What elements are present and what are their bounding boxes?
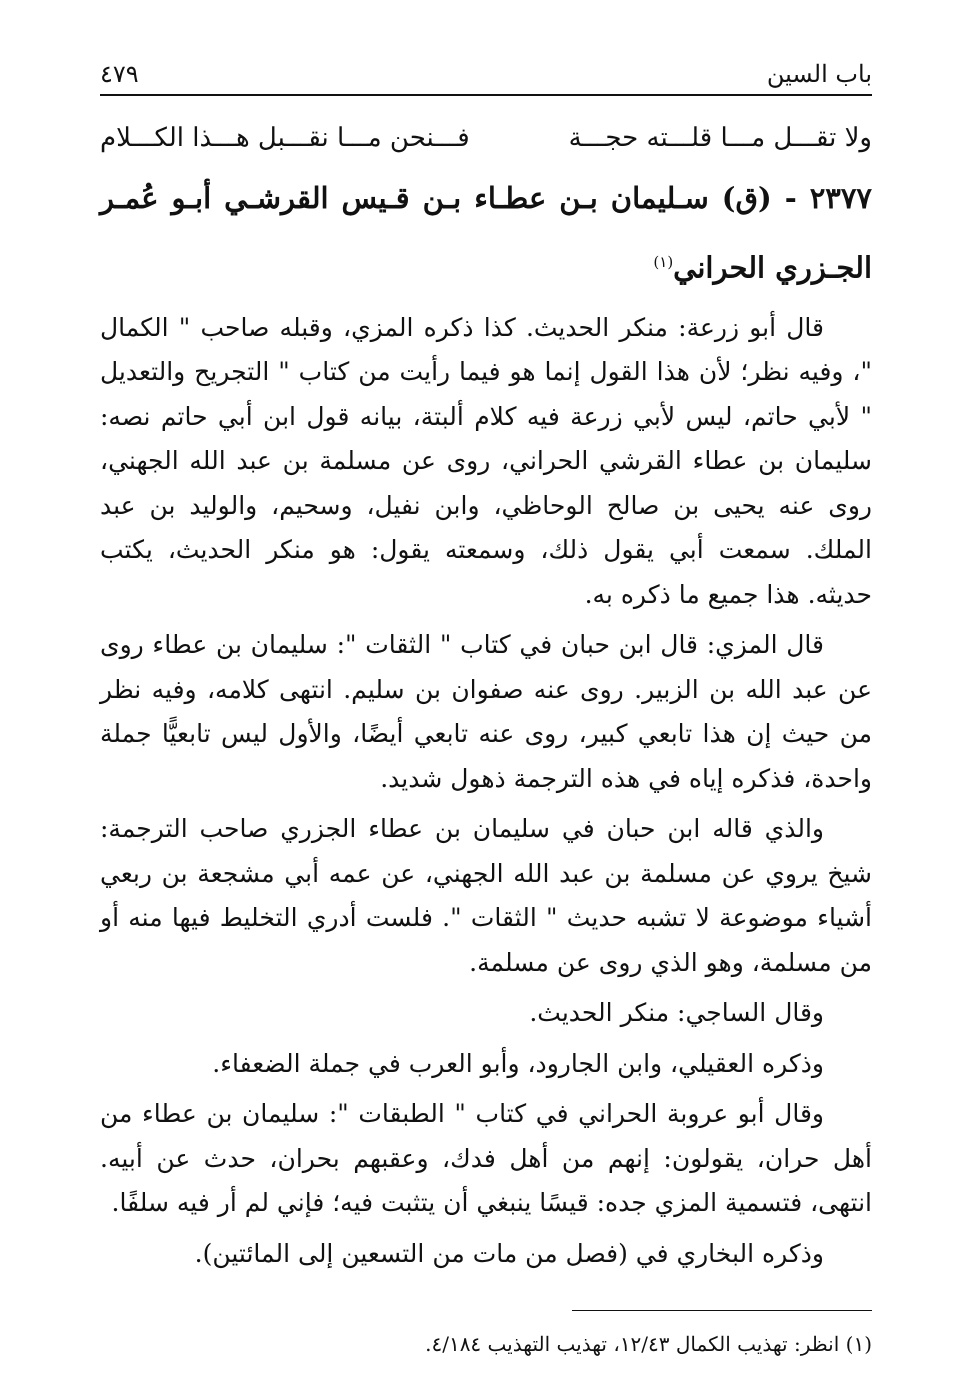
page-number: ٤٧٩ (100, 60, 139, 88)
document-page (100, 50, 872, 1361)
verse-line (100, 116, 872, 160)
paragraph: والذي قاله ابن حبان في سليمان بن عطاء الجزري صاحب الترجمة: شيخ يروي عن مسلمة بن عبد الله الجهني، عن عمه أبي مشجعة بن ربعي أشياء موضوعة لا تشبه حديث " الثقات ". فلست أدري التخليط فيها منه أو من مسلمة، وهو الذي روى عن مسلمة. (100, 814, 872, 977)
entry-title-text: ٢٣٧٧ - (ق) سـليمان بـن عطـاء بـن قـيس القرشـي أبـو عُمـر الجـزري الحراني (100, 181, 872, 285)
entry-title (100, 166, 872, 300)
page-header (100, 50, 872, 96)
paragraph: قال المزي: قال ابن حبان في كتاب " الثقات ": سليمان بن عطاء روى عن عبد الله بن الزبير. روى عنه صفوان بن سليم. انتهى كلامه، وفيه نظر من حيث إن هذا تابعي كبير، روى عنه تابعي أيضًا، والأول ليس تابعيًّا جملة واحدة، فذكره إياه في هذه الترجمة ذهول شديد. (100, 630, 872, 793)
paragraph: وذكره العقيلي، وابن الجارود، وأبو العرب في جملة الضعفاء. (212, 1048, 824, 1078)
paragraph: وقال الساجي: منكر الحديث. (529, 998, 824, 1028)
paragraph: وقال أبو عروبة الحراني في كتاب " الطبقات ": سليمان بن عطاء من أهل حران، يقولون: إنهم من أهل فدك، وعقبهم بحران، حدث عن أبيه. انتهى، فتسمية المزي جده: قيسًا ينبغي أن يتثبت فيه؛ فإني لم أر فيه سلفًا. (100, 1099, 872, 1218)
section-title: باب السين (766, 60, 872, 88)
footnote-marker: (١) (653, 253, 674, 271)
footnote-divider (572, 1310, 872, 1311)
paragraph: قال أبو زرعة: منكر الحديث. كذا ذكره المزي، وقبله صاحب " الكمال "، وفيه نظر؛ لأن هذا القول إنما هو فيما رأيت من كتاب " التجريح والتعديل " لأبي حاتم، ليس لأبي زرعة فيه كلام ألبتة، بيانه قول ابن أبي حاتم نصه: سليمان بن عطاء القرشي الحراني، روى عن مسلمة بن عبد الله الجهني، روى عنه يحيى بن صالح الوحاظي، وابن نفيل، وسحيم، والوليد بن عبد الملك. سمعت أبي يقول ذلك، وسمعته يقول: هو منكر الحديث، يكتب حديثه. هذا جميع ما ذكره به. (100, 312, 872, 609)
paragraph: وذكره البخاري في (فصل من مات من التسعين إلى المائتين). (194, 1238, 824, 1268)
verse-hemistich-2: فـــنحن مـــا نقـــبل هـــذا الكـــلام (100, 123, 470, 153)
footnote: (١) انظر: تهذيب الكمال ١٢/٤٣، تهذيب التهذيب ٤/١٨٤. (425, 1332, 872, 1357)
verse-hemistich-1: ولا تقـــل مـــا قلـــته حجـــة (568, 123, 872, 153)
